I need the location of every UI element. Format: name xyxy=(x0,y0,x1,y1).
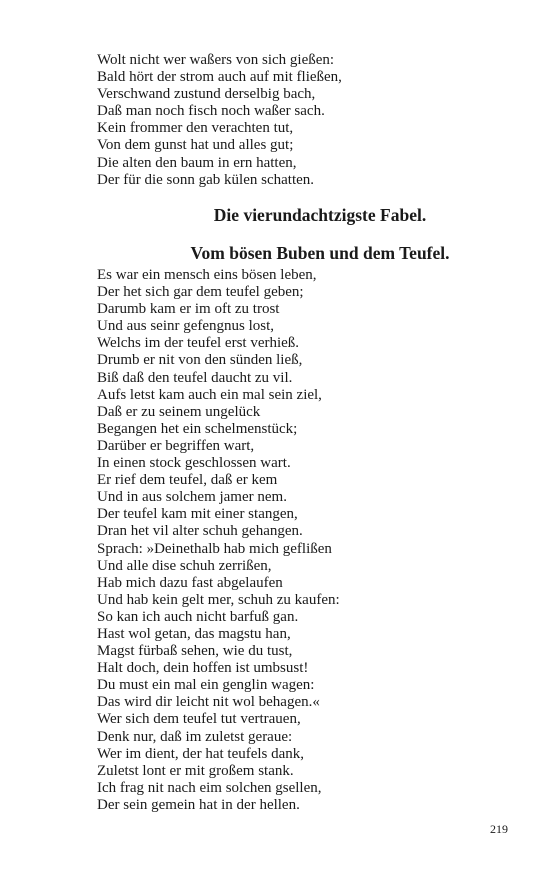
verse-line: Wer im dient, der hat teufels dank, xyxy=(97,745,305,762)
verse-line: Ich frag nit nach eim solchen gsellen, xyxy=(97,779,322,796)
verse-line: Verschwand zustund derselbig bach, xyxy=(97,86,316,103)
verse-line: Bald hört der strom auch auf mit fließen, xyxy=(97,69,342,86)
page-number: 219 xyxy=(490,822,508,836)
verse-block-fable xyxy=(97,267,497,814)
verse-line: Es war ein mensch eins bösen leben, xyxy=(97,267,317,283)
fable-number-heading: Die vierundachtzigste Fabel. xyxy=(213,205,427,225)
verse-line: Darumb kam er im oft zu trost xyxy=(97,301,280,318)
verse-line: Die alten den baum in ern hatten, xyxy=(97,154,297,171)
verse-line: Begangen het ein schelmenstück; xyxy=(97,420,298,437)
verse-line: Und alle dise schuh zerrißen, xyxy=(97,557,272,574)
verse-line: Welchs im der teufel erst verhieß. xyxy=(97,335,300,352)
verse-line: Dran het vil alter schuh gehangen. xyxy=(97,523,303,540)
verse-line: Hast wol getan, das magstu han, xyxy=(97,625,291,642)
verse-line: Und hab kein gelt mer, schuh zu kaufen: xyxy=(97,591,340,608)
verse-line: Hab mich dazu fast abgelaufen xyxy=(97,574,283,591)
verse-line: Magst fürbaß sehen, wie du tust, xyxy=(97,643,293,660)
verse-block-top xyxy=(97,52,497,189)
verse-line: Biß daß den teufel daucht zu vil. xyxy=(97,369,293,386)
fable-title: Vom bösen Buben und dem Teufel. xyxy=(190,243,450,263)
verse-line: Drumb er nit von den sünden ließ, xyxy=(97,352,303,369)
verse-line: Daß er zu seinem ungelück xyxy=(97,403,261,420)
verse-line: Das wird dir leicht nit wol behagen.« xyxy=(97,694,320,711)
verse-line: Der teufel kam mit einer stangen, xyxy=(97,506,298,523)
verse-line: Und aus seinr gefengnus lost, xyxy=(97,318,275,335)
verse-line: Zuletst lont er mit großem stank. xyxy=(97,762,294,779)
verse-line: Sprach: »Deinethalb hab mich geflißen xyxy=(97,540,332,557)
verse-line: Denk nur, daß im zuletst geraue: xyxy=(97,728,293,745)
verse-line: So kan ich auch nicht barfuß gan. xyxy=(97,608,299,625)
verse-line: Wolt nicht wer waßers von sich gießen: xyxy=(97,52,335,68)
verse-line: Der sein gemein hat in der hellen. xyxy=(97,796,300,813)
verse-line: Der het sich gar dem teufel geben; xyxy=(97,284,304,301)
verse-line: Darüber er begriffen wart, xyxy=(97,437,255,454)
verse-line: Aufs letst kam auch ein mal sein ziel, xyxy=(97,386,322,403)
verse-line: Von dem gunst hat und alles gut; xyxy=(97,137,294,154)
verse-line: Er rief dem teufel, daß er kem xyxy=(97,472,278,489)
verse-line: Und in aus solchem jamer nem. xyxy=(97,489,287,506)
verse-line: Du must ein mal ein genglin wagen: xyxy=(97,677,315,694)
verse-line: Daß man noch fisch noch waßer sach. xyxy=(97,103,325,120)
verse-line: Halt doch, dein hoffen ist umbsust! xyxy=(97,660,309,677)
verse-line: Der für die sonn gab külen schatten. xyxy=(97,171,315,188)
verse-line: Wer sich dem teufel tut vertrauen, xyxy=(97,711,301,728)
verse-line: Kein frommer den verachten tut, xyxy=(97,120,294,137)
verse-line: In einen stock geschlossen wart. xyxy=(97,455,291,472)
